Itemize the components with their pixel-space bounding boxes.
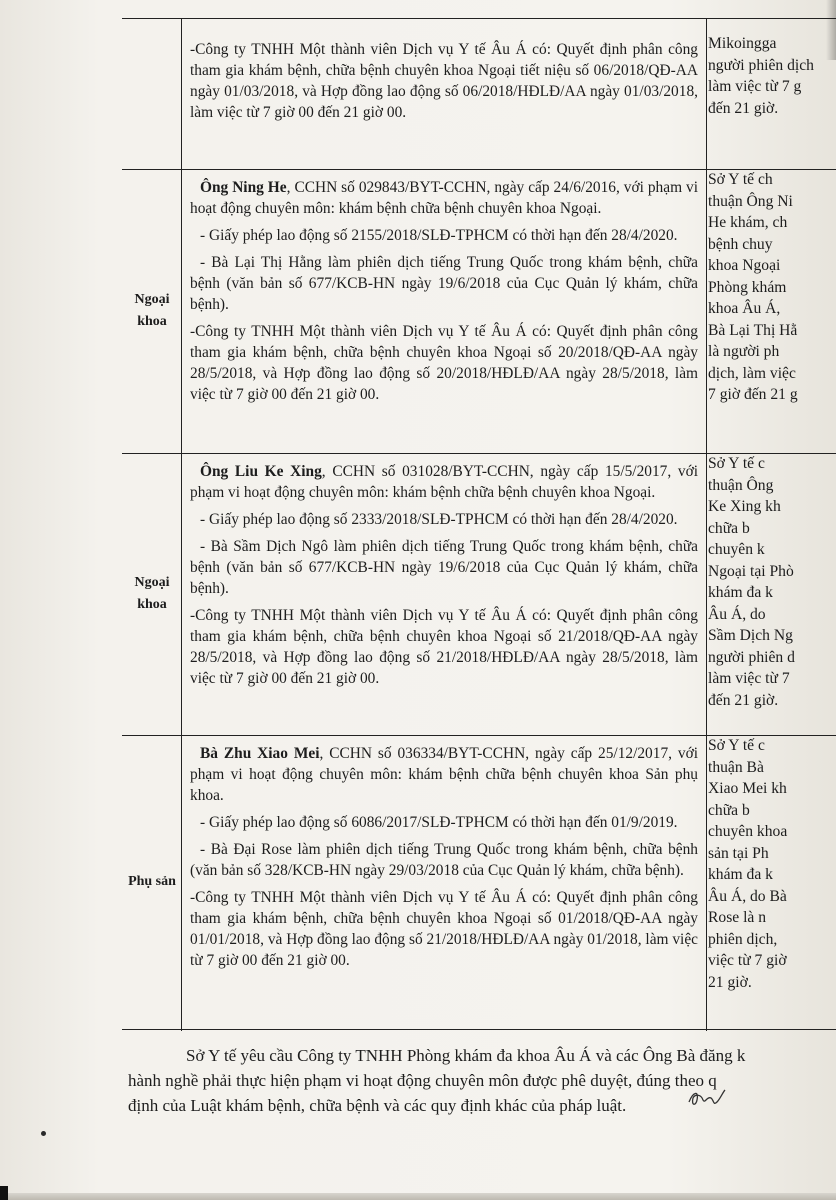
work-permit-paragraph: - Giấy phép lao động số 2333/2018/SLĐ-TPHCM có thời hạn đến 28/4/2020.	[200, 511, 678, 528]
department-cell: Phụ sản	[128, 874, 176, 889]
corner-mark	[0, 1186, 8, 1200]
note-line: Âu Á, do Bà	[708, 887, 787, 905]
practitioner-name: Bà Zhu Xiao Mei	[200, 745, 320, 762]
table-bottom-border	[122, 1029, 836, 1030]
note-line: người phiên d	[708, 648, 795, 666]
interpreter-paragraph: - Bà Đại Rose làm phiên dịch tiếng Trung Quốc trong khám bệnh, chữa bệnh (văn bản số 328/KCB-HN ngày 29/03/2018 của Cục Quản lý khám, chữa bệnh).	[190, 841, 698, 879]
work-permit-paragraph: - Giấy phép lao động số 6086/2017/SLĐ-TPHCM có thời hạn đến 01/9/2019.	[200, 814, 678, 831]
note-line: chữa b	[708, 519, 750, 537]
punch-dot	[41, 1131, 46, 1136]
interpreter-paragraph: - Bà Sầm Dịch Ngô làm phiên dịch tiếng Trung Quốc trong khám bệnh, chữa bệnh (văn bản số 677/KCB-HN ngày 19/6/2018 của Cục Quản lý khám, chữa bệnh).	[190, 538, 698, 597]
practitioner-name: Ông Ning He	[200, 179, 287, 196]
assignment-paragraph: -Công ty TNHH Một thành viên Dịch vụ Y tế Âu Á có: Quyết định phân công tham gia khám bệnh, chữa bệnh chuyên khoa Ngoại số 20/2018/QĐ-AA ngày 28/5/2018, và Hợp đồng lao động số 20/2018/HĐLĐ/AA ngày 28/5/2018, làm việc từ 7 giờ 00 đến 21 giờ 00.	[190, 323, 698, 403]
note-line: người phiên dịch	[708, 56, 814, 74]
note-line: Sở Y tế c	[708, 737, 765, 754]
closing-line: Sở Y tế yêu cầu Công ty TNHH Phòng khám đa khoa Âu Á và các Ông Bà đăng k	[186, 1046, 746, 1065]
closing-line: định của Luật khám bệnh, chữa bệnh và các quy định khác của pháp luật.	[128, 1096, 627, 1115]
closing-paragraph	[128, 1043, 836, 1118]
note-line: khoa Âu Á,	[708, 300, 781, 317]
table-border-middle	[706, 19, 707, 1031]
note-line: Bà Lại Thị Hằ	[708, 321, 798, 339]
note-line: Xiao Mei kh	[708, 780, 787, 797]
note-line: thuận Ông Ni	[708, 192, 793, 210]
personnel-table	[122, 18, 836, 1031]
note-line: phiên dịch,	[708, 930, 778, 948]
note-line: làm việc từ 7 g	[708, 78, 802, 95]
note-line: Rose là n	[708, 909, 767, 926]
note-line: Âu Á, do	[708, 605, 766, 623]
note-line: 21 giờ.	[708, 973, 752, 991]
note-line: thuận Ông	[708, 476, 774, 494]
approval-note	[708, 453, 836, 711]
department-cell: Ngoại khoa	[134, 575, 170, 612]
page-bottom-edge	[0, 1193, 836, 1200]
practitioner-details: , CCHN số 029843/BYT-CCHN, ngày cấp 24/6/2016, với phạm vi hoạt động chuyên môn: khám bệnh chữa bệnh chuyên khoa Ngoại.	[190, 179, 698, 217]
assignment-paragraph: -Công ty TNHH Một thành viên Dịch vụ Y tế Âu Á có: Quyết định phân công tham gia khám bệnh, chữa bệnh chuyên khoa Ngoại số 01/2018/QĐ-AA ngày 01/01/2018, và Hợp đồng lao động số 21/2018/HĐLĐ/AA ngày 01/2018, làm việc từ 7 giờ 00 đến 21 giờ 00.	[190, 889, 698, 969]
note-line: Ke Xing kh	[708, 498, 781, 515]
assignment-paragraph: -Công ty TNHH Một thành viên Dịch vụ Y tế Âu Á có: Quyết định phân công tham gia khám bệnh, chữa bệnh chuyên khoa Ngoại tiết niệu số 06/2018/QĐ-AA ngày 01/03/2018, và Hợp đồng lao động số 06/2018/HĐLĐ/AA ngày 01/03/2018, làm việc từ 7 giờ 00 đến 21 giờ 00.	[190, 41, 698, 121]
note-line: He khám, ch	[708, 214, 788, 231]
note-line: Sở Y tế c	[708, 455, 765, 472]
initials-signature	[687, 1086, 727, 1110]
note-line: dịch, làm việc	[708, 364, 796, 382]
note-line: Sầm Dịch Ng	[708, 627, 793, 644]
approval-note	[708, 735, 836, 993]
practitioner-cell	[190, 177, 698, 411]
note-line: bệnh chuy	[708, 235, 773, 253]
table-row-continuation	[190, 39, 698, 129]
practitioner-details: , CCHN số 031028/BYT-CCHN, ngày cấp 15/5/2017, với phạm vi hoạt động chuyên môn: khám bệnh chữa bệnh chuyên khoa Ngoại.	[190, 463, 698, 501]
practitioner-cell	[190, 743, 698, 977]
closing-line: hành nghề phải thực hiện phạm vi hoạt động chuyên môn được phê duyệt, đúng theo q	[128, 1071, 717, 1090]
note-line: Phòng khám	[708, 278, 787, 296]
practitioner-cell	[190, 461, 698, 695]
note-line: chuyên k	[708, 541, 765, 558]
note-line: Mikoingga	[708, 35, 777, 52]
department-cell: Ngoại khoa	[134, 292, 170, 329]
work-permit-paragraph: - Giấy phép lao động số 2155/2018/SLĐ-TPHCM có thời hạn đến 28/4/2020.	[200, 227, 678, 244]
note-line: đến 21 giờ.	[708, 99, 779, 117]
note-line: 7 giờ đến 21 g	[708, 386, 798, 403]
note-line: Ngoại tại Phò	[708, 562, 794, 580]
note-line: thuận Bà	[708, 758, 764, 776]
practitioner-details: , CCHN số 036334/BYT-CCHN, ngày cấp 25/12/2017, với phạm vi hoạt động chuyên môn: khám bệnh chữa bệnh chuyên khoa Sản phụ khoa.	[190, 745, 698, 804]
note-line: chữa b	[708, 801, 750, 819]
note-line: là người ph	[708, 343, 780, 360]
note-line: khoa Ngoại	[708, 257, 781, 274]
note-line: chuyên khoa	[708, 823, 788, 840]
note-line: khám đa k	[708, 584, 773, 601]
note-line: Sở Y tế ch	[708, 171, 773, 188]
note-line: sản tại Ph	[708, 844, 769, 862]
note-line: đến 21 giờ.	[708, 691, 779, 709]
practitioner-name: Ông Liu Ke Xing	[200, 463, 322, 480]
interpreter-paragraph: - Bà Lại Thị Hằng làm phiên dịch tiếng Trung Quốc trong khám bệnh, chữa bệnh (văn bản số 677/KCB-HN ngày 19/6/2018 của Cục Quản lý khám, chữa bệnh).	[190, 254, 698, 313]
note-line: làm việc từ 7	[708, 670, 790, 687]
approval-note	[708, 169, 836, 406]
assignment-paragraph: -Công ty TNHH Một thành viên Dịch vụ Y tế Âu Á có: Quyết định phân công tham gia khám bệnh, chữa bệnh chuyên khoa Ngoại số 21/2018/QĐ-AA ngày 28/5/2018, và Hợp đồng lao động số 21/2018/HĐLĐ/AA ngày 28/5/2018, làm việc từ 7 giờ 00 đến 21 giờ 00.	[190, 607, 698, 687]
note-line: việc từ 7 giờ	[708, 952, 787, 969]
note-line: khám đa k	[708, 866, 773, 883]
approval-note	[708, 33, 836, 119]
